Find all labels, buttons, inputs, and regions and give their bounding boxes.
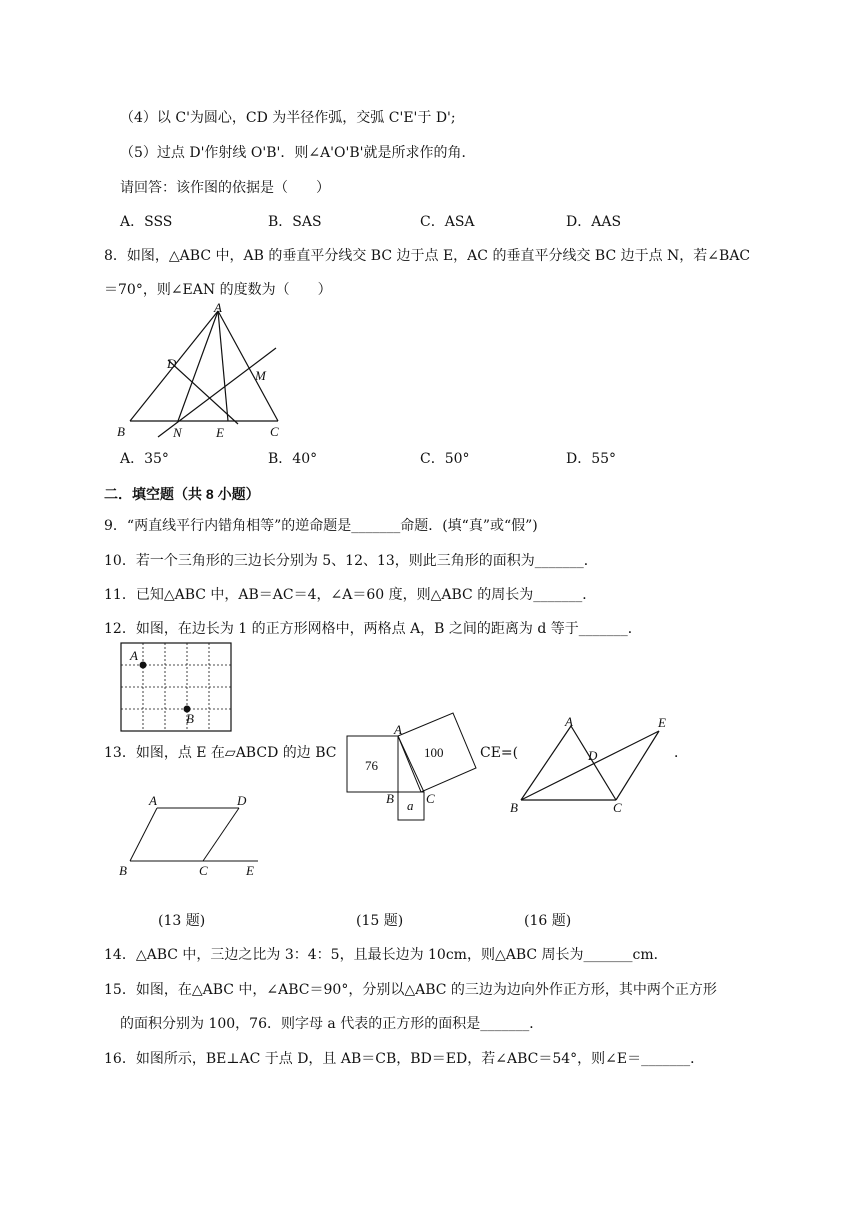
q7-option-d: D．AAS — [566, 214, 622, 230]
fig8-label-n: N — [173, 425, 182, 440]
figure-q13 — [115, 795, 265, 880]
fig13-label-b: B — [119, 863, 127, 878]
fig8-label-c: C — [270, 424, 279, 439]
fig15-label-c: C — [426, 791, 435, 806]
square-76-label: 76 — [365, 758, 378, 773]
question-10: 10．若一个三角形的三边长分别为 5、12、13，则此三角形的面积为_______． — [104, 553, 598, 569]
q7-option-a: A．SSS — [120, 214, 173, 230]
fig8-label-a: A — [214, 300, 222, 315]
fig13-label-d: D — [237, 795, 247, 808]
caption-q15: (15 题) — [356, 913, 404, 929]
fig15-label-b: B — [386, 791, 394, 806]
fig15-label-a: A — [394, 722, 402, 737]
fig16-label-b: B — [510, 800, 518, 815]
figure-q15 — [340, 700, 480, 822]
step-5: （5）过点 D'作射线 O'B'．则∠A'O'B'就是所求作的角． — [120, 145, 476, 161]
question-11: 11．已知△ABC 中，AB＝AC＝4，∠A＝60 度，则△ABC 的周长为_______． — [104, 587, 597, 603]
fig8-label-e: E — [216, 425, 224, 440]
fig8-label-d: D — [167, 356, 177, 371]
square-100-label: 100 — [424, 745, 444, 760]
figure-q16 — [500, 708, 680, 820]
question-15-line2: 的面积分别为 100，76．则字母 a 代表的正方形的面积是_______． — [120, 1016, 544, 1032]
q8-option-c: C．50° — [420, 451, 470, 467]
section-2-heading: 二．填空题（共 8 小题） — [104, 486, 260, 502]
grid-point-a — [140, 662, 147, 669]
caption-q16: (16 题) — [524, 913, 572, 929]
fig13-label-e: E — [246, 863, 254, 878]
q7-option-b: B．SAS — [268, 214, 322, 230]
fig8-label-b: B — [117, 424, 125, 439]
question-13-start: 13．如图，点 E 在▱ABCD 的边 BC — [104, 745, 337, 761]
fig8-label-m: M — [255, 368, 266, 383]
fig12-label-b: B — [186, 711, 194, 726]
fig16-label-d: D — [588, 748, 598, 763]
question-13-middle: CE=( — [480, 745, 519, 761]
q8-option-d: D．55° — [566, 451, 617, 467]
fig12-label-a: A — [130, 648, 138, 663]
question-15-line1: 15．如图，在△ABC 中，∠ABC＝90°，分别以△ABC 的三边为边向外作正方形，其中两个正方形 — [104, 982, 717, 998]
question-9: 9．“两直线平行内错角相等”的逆命题是_______命题．(填“真”或“假”) — [104, 518, 538, 534]
square-a-label: a — [407, 798, 414, 813]
question-13-end: ． — [674, 745, 688, 761]
fig16-label-a: A — [565, 714, 573, 729]
question-14: 14．△ABC 中，三边之比为 3：4：5，且最长边为 10cm，则△ABC 周长为_______cm． — [104, 947, 668, 963]
caption-q13: (13 题) — [158, 913, 206, 929]
question-16: 16．如图所示，BE⊥AC 于点 D，且 AB＝CB，BD＝ED，若∠ABC＝54°，则∠E＝_______． — [104, 1051, 705, 1067]
question-7-prompt: 请回答：该作图的依据是（ ） — [120, 180, 330, 196]
question-8-line2: ＝70°，则∠EAN 的度数为（ ） — [104, 282, 332, 298]
q8-option-b: B．40° — [268, 451, 318, 467]
q7-option-c: C．ASA — [420, 214, 475, 230]
fig13-label-a: A — [149, 795, 157, 808]
question-8-line1: 8．如图，△ABC 中，AB 的垂直平分线交 BC 边于点 E，AC 的垂直平分线交 BC 边于点 N，若∠BAC — [104, 248, 751, 264]
fig13-label-c: C — [199, 863, 208, 878]
question-12: 12．如图，在边长为 1 的正方形网格中，两格点 A，B 之间的距离为 d 等于_______． — [104, 621, 642, 637]
figure-q12-grid — [120, 642, 234, 734]
figure-q8 — [110, 300, 310, 442]
fig16-label-c: C — [613, 800, 622, 815]
fig16-label-e: E — [658, 715, 666, 730]
q8-option-a: A．35° — [120, 451, 169, 467]
step-4: （4）以 C'为圆心，CD 为半径作弧，交弧 C'E'于 D'; — [120, 110, 456, 126]
